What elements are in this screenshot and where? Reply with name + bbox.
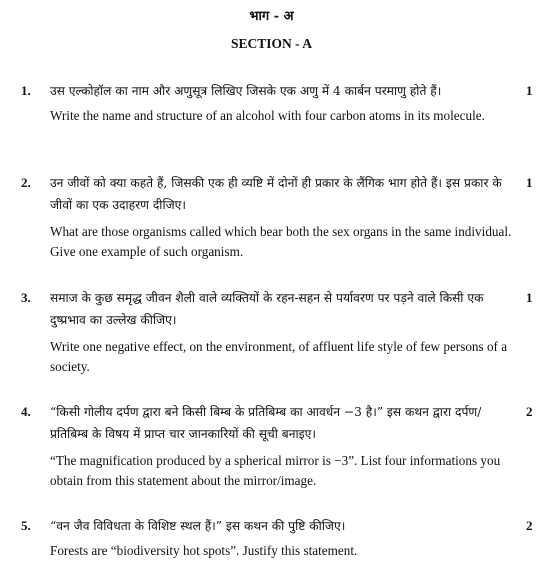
- question-text-hindi: “वन जैव विविधता के विशिष्ट स्थल हैं।” इस कथन की पुष्टि कीजिए।: [50, 519, 346, 533]
- question-text-hindi: समाज के कुछ समृद्ध जीवन शैली वाले व्यक्तियों के रहन-सहन से पर्यावरण पर पड़ने वाले किसी एक दुष्प्रभाव का उल्लेख कीजिए।: [50, 291, 484, 327]
- question-text-hindi: उन जीवों को क्या कहते हैं, जिसकी एक ही व्यष्टि में दोनों ही प्रकार के लैंगिक भाग होते हैं। इस प्रकार के जीवों का एक उदाहरण दीजिए।: [50, 176, 502, 212]
- question-number: 4.: [21, 404, 31, 419]
- question-number: 2.: [21, 175, 31, 190]
- question-marks: 1: [526, 83, 533, 98]
- question-number: 5.: [21, 518, 31, 533]
- section-heading-english: SECTION - A: [230, 36, 313, 51]
- question-number: 1.: [21, 83, 31, 98]
- question-text-hindi: “किसी गोलीय दर्पण द्वारा बने किसी बिम्ब के प्रतिबिम्ब का आवर्धन −3 है।” इस कथन द्वारा दर्पण/प्रतिबिम्ब के विषय में प्राप्त चार जानकारियों की सूची बनाइए।: [50, 405, 482, 441]
- question-text-english: What are those organisms called which bear both the sex organs in the same individual. Give one example of such organism.: [50, 224, 512, 259]
- question-text-english: Write one negative effect, on the environment, of affluent life style of few persons of a society.: [50, 339, 508, 374]
- section-heading-hindi: भाग - अ: [249, 9, 294, 24]
- question-text-hindi: उस एल्कोहॉल का नाम और अणुसूत्र लिखिए जिसके एक अणु में 4 कार्बन परमाणु होते हैं।: [50, 84, 442, 98]
- question-marks: 2: [526, 404, 533, 419]
- question-number: 3.: [21, 290, 31, 305]
- question-marks: 1: [526, 175, 533, 190]
- question-text-english: Forests are “biodiversity hot spots”. Justify this statement.: [50, 543, 358, 558]
- question-marks: 1: [526, 290, 533, 305]
- question-text-english: Write the name and structure of an alcohol with four carbon atoms in its molecule.: [50, 108, 485, 123]
- question-text-english: “The magnification produced by a spherical mirror is −3”. List four informations you obtain from this statement about the mirror/image.: [50, 453, 501, 488]
- question-marks: 2: [526, 518, 533, 533]
